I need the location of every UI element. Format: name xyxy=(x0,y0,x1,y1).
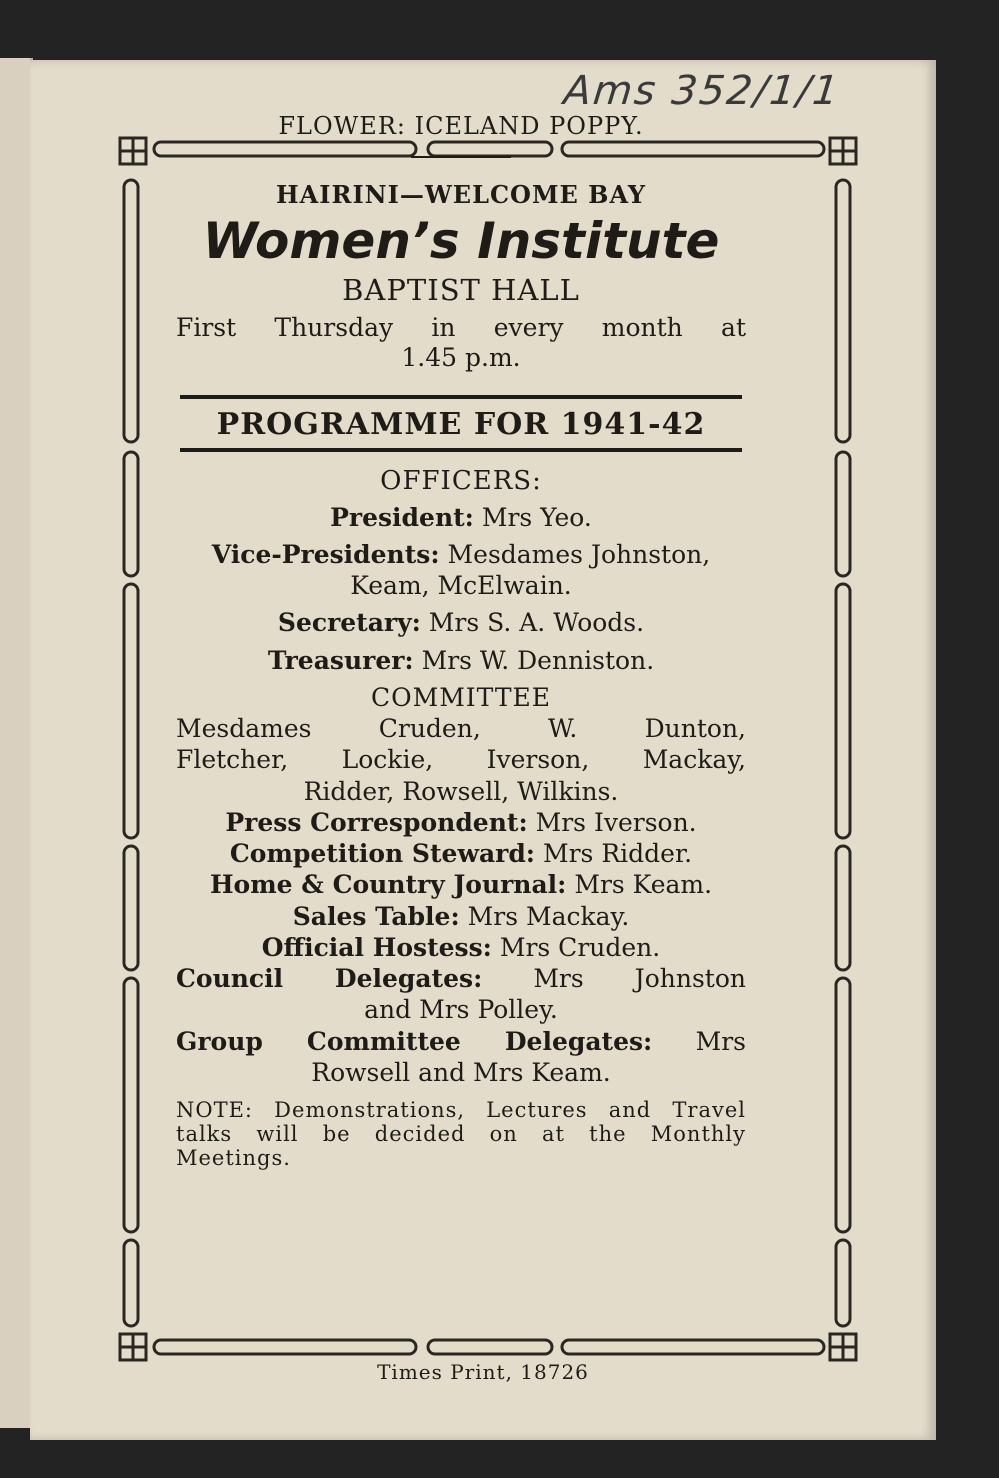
president-line: President: Mrs Yeo. xyxy=(330,502,592,532)
institute-title: Women’s Institute xyxy=(202,212,720,270)
committee-line: Ridder, Rowsell, Wilkins. xyxy=(303,776,619,806)
flower-line: FLOWER: ICELAND POPPY. xyxy=(278,112,644,140)
committee-heading: COMMITTEE xyxy=(370,682,551,712)
divider xyxy=(411,156,511,158)
venue: BAPTIST HALL xyxy=(342,272,580,307)
sales-table-line: Sales Table: Mrs Mackay. xyxy=(292,901,630,931)
press-correspondent-line: Press Correspondent: Mrs Iverson. xyxy=(225,807,697,837)
note-paragraph: NOTE: Demonstrations, Lectures and Travel talks will be decided on at the Monthly Meetings. xyxy=(176,1098,746,1171)
council-delegates-line: Council Delegates: Mrs Johnston xyxy=(176,964,746,993)
journal-line: Home & Country Journal: Mrs Keam. xyxy=(209,870,713,900)
archive-reference: Ams 352/1/1 xyxy=(561,68,843,114)
secretary-line: Secretary: Mrs S. A. Woods. xyxy=(277,608,645,638)
facing-page-edge xyxy=(0,58,33,1428)
group-delegates-continuation: Rowsell and Mrs Keam. xyxy=(311,1057,611,1087)
committee-line: Fletcher, Lockie, Iverson, Mackay, xyxy=(176,745,746,775)
committee-line: Mesdames Cruden, W. Dunton, xyxy=(176,714,746,743)
meeting-hour: 1.45 p.m. xyxy=(401,342,521,372)
meeting-time: First Thursday in every month at xyxy=(176,312,746,342)
official-hostess-line: Official Hostess: Mrs Cruden. xyxy=(261,932,661,962)
printer-imprint: Times Print, 18726 xyxy=(377,1360,589,1384)
competition-steward-line: Competition Steward: Mrs Ridder. xyxy=(229,839,693,868)
programme-banner xyxy=(180,395,742,452)
treasurer-line: Treasurer: Mrs W. Denniston. xyxy=(267,645,655,675)
organisation-name: HAIRINI—WELCOME BAY xyxy=(275,180,647,209)
vice-presidents-continuation: Keam, McElwain. xyxy=(350,571,572,600)
group-delegates-line: Group Committee Delegates: Mrs xyxy=(176,1026,746,1056)
programme-text xyxy=(176,112,746,1170)
vice-presidents-line: Vice-Presidents: Mesdames Johnston, xyxy=(211,539,711,569)
council-delegates-continuation: and Mrs Polley. xyxy=(364,995,558,1025)
officers-heading: OFFICERS: xyxy=(380,465,542,496)
programme-heading: PROGRAMME FOR 1941-42 xyxy=(216,406,706,442)
